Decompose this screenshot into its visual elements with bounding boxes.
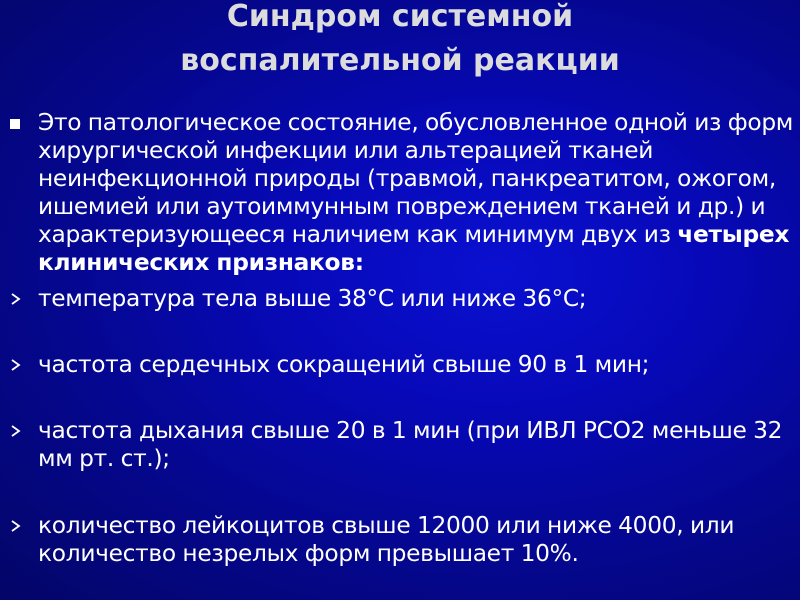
criterion-text-respiratory-rate: частота дыхания свыше 20 в 1 мин (при ИВЛ РСО2 меньше 32 мм рт. ст.); xyxy=(38,417,783,472)
definition-text: Это патологическое состояние, обусловленное одной из форм хирургической инфекции или альтерацией тканей неинфекционной природы (травмой, панкреатитом, ожогом, ишемией или аутоиммунным повреждением тканей и др.) и характеризующееся наличием как минимум двух из xyxy=(38,109,794,248)
criterion-item-leukocytes xyxy=(8,512,798,568)
criterion-text-heart-rate: частота сердечных сокращений свыше 90 в 1 мин; xyxy=(38,351,650,378)
criterion-item-heart-rate xyxy=(8,351,798,379)
criterion-item-respiratory-rate xyxy=(8,417,798,473)
slide-title-line-1: Синдром системной xyxy=(226,0,574,34)
definition-emphasis: четырех клинических признаков: xyxy=(38,221,790,276)
slide-title-line-2: воспалительной реакции xyxy=(180,43,620,78)
slide-content xyxy=(8,109,798,568)
criterion-text-temperature: температура тела выше 38°С или ниже 36°С; xyxy=(38,285,587,312)
criterion-item-temperature xyxy=(8,285,798,313)
definition-item xyxy=(8,109,798,277)
slide-title xyxy=(0,0,800,83)
criterion-text-leukocytes: количество лейкоцитов свыше 12000 или ниже 4000, или количество незрелых форм превышает 10%. xyxy=(38,512,735,567)
